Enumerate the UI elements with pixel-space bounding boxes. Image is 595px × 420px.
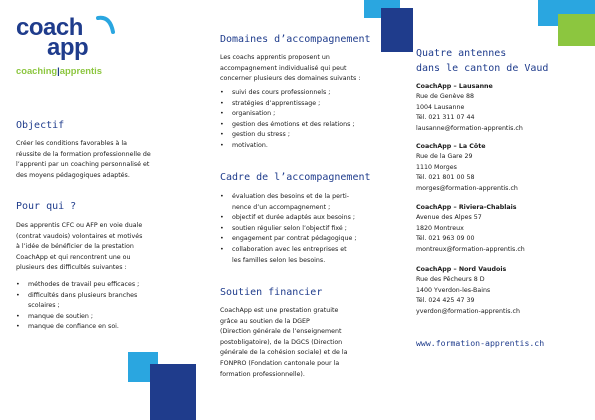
domaines-list: [220, 88, 392, 152]
list-item-text: les familles selon les besoins.: [232, 256, 326, 264]
objectif-text: [16, 139, 192, 181]
objectif-line: l’apprenti par un coaching personnalisé et: [16, 161, 150, 169]
list-item-text: • méthodes de travail peu efficaces ;: [28, 281, 140, 288]
contact-phone[interactable]: Tél. 024 425 47 39: [416, 297, 475, 305]
pour-qui-heading: Pour qui ?: [16, 201, 77, 212]
domaines-text: [220, 53, 392, 85]
soutien-line: grâce au soutien de la DGEP: [220, 317, 310, 325]
decorative-square: [558, 14, 595, 46]
pour-qui-line: plusieurs des difficultés suivantes :: [16, 264, 127, 272]
contact-email[interactable]: montreux@formation-apprentis.ch: [416, 245, 525, 253]
panel-left: [0, 0, 198, 420]
list-item-text: nence d’un accompagnement ;: [232, 203, 331, 211]
logo-word-app: app: [47, 34, 89, 61]
contact-card-la-cote: [416, 142, 518, 194]
soutien-heading: Soutien financier: [220, 287, 323, 298]
contact-card-riviera-chablais: [416, 203, 525, 255]
contact-name: CoachApp – La Côte: [416, 143, 486, 150]
list-item: [220, 245, 392, 266]
list-item-text: • manque de confiance en soi.: [28, 323, 119, 331]
list-item: [16, 291, 192, 312]
contact-city: 1820 Montreux: [416, 224, 464, 232]
list-item-text: • soutien régulier selon l’objectif fixé ;: [232, 224, 347, 232]
antennes-heading-line2: dans le canton de Vaud: [416, 63, 549, 74]
soutien-line: CoachApp est une prestation gratuite: [220, 307, 339, 314]
domaines-line: accompagnement individualisé qui peut: [220, 64, 347, 72]
contact-card-lausanne: [416, 82, 523, 134]
contact-email[interactable]: yverdon@formation-apprentis.ch: [416, 307, 520, 315]
contact-street: Rue de la Gare 29: [416, 153, 473, 161]
list-item-text: • collaboration avec les entreprises et: [232, 245, 347, 253]
logo-tagline-separator: |: [57, 65, 60, 76]
list-item: [220, 192, 392, 213]
contact-email[interactable]: lausanne@formation-apprentis.ch: [416, 124, 523, 132]
list-item: • gestion du stress ;: [220, 130, 392, 141]
domaines-line: Les coachs apprentis proposent un: [220, 54, 330, 61]
list-item-text: • évaluation des besoins et de la perti-: [232, 193, 350, 200]
cadre-list: [220, 192, 392, 266]
list-item-text: • objectif et durée adaptés aux besoins ;: [232, 214, 355, 222]
contact-city: 1004 Lausanne: [416, 103, 465, 111]
antennes-heading-line1: Quatre antennes: [416, 48, 507, 59]
cadre-heading: Cadre de l’accompagnement: [220, 172, 371, 183]
list-item: • organisation ;: [220, 109, 392, 120]
objectif-line: des moyens pédagogiques adaptés.: [16, 171, 130, 179]
list-item: • motivation.: [220, 141, 392, 152]
website-link[interactable]: www.formation-apprentis.ch: [416, 338, 545, 348]
domaines-heading: Domaines d’accompagnement: [220, 34, 371, 45]
pour-qui-line: (contrat vaudois) volontaires et motivés: [16, 232, 143, 240]
soutien-line: FONPRO (Fondation cantonale pour la: [220, 359, 340, 367]
contact-street: Avenue des Alpes 57: [416, 214, 482, 222]
contact-name: CoachApp – Lausanne: [416, 83, 493, 90]
contact-phone[interactable]: Tél. 021 311 07 44: [416, 114, 475, 122]
contact-phone[interactable]: Tél. 021 801 00 58: [416, 174, 475, 182]
list-item: • gestion des émotions et des relations ;: [220, 120, 392, 131]
soutien-line: (Direction générale de l’enseignement: [220, 328, 342, 336]
difficulties-list: [16, 280, 192, 333]
list-item-text: • engagement par contrat pédagogique ;: [232, 235, 357, 243]
logo-tagline: [16, 65, 102, 76]
panel-right: [396, 0, 595, 420]
list-item-text: • manque de soutien ;: [28, 312, 94, 320]
objectif-heading: Objectif: [16, 120, 65, 131]
soutien-text: [220, 306, 392, 380]
contact-city: 1110 Morges: [416, 163, 457, 171]
contact-name: CoachApp – Nord Vaudois: [416, 266, 507, 273]
logo-tagline-left: coaching: [16, 65, 58, 76]
panel-middle: [198, 0, 396, 420]
contact-email[interactable]: morges@formation-apprentis.ch: [416, 184, 518, 192]
pour-qui-line: à l’idée de bénéficier de la prestation: [16, 243, 134, 251]
contact-name: CoachApp – Riviera-Chablais: [416, 204, 517, 211]
list-item: [16, 322, 192, 333]
contact-city: 1400 Yverdon-les-Bains: [416, 286, 491, 294]
pour-qui-line: Des apprentis CFC ou AFP en voie duale: [16, 222, 143, 229]
list-item: [220, 224, 392, 235]
decorative-square: [150, 364, 196, 420]
list-item: [16, 280, 192, 291]
soutien-line: générale de la cohésion sociale) et de la: [220, 349, 348, 357]
domaines-line: concerner plusieurs des domaines suivants :: [220, 75, 361, 83]
list-item: [220, 213, 392, 224]
pour-qui-text: [16, 221, 192, 274]
list-item: • suivi des cours professionnels ;: [220, 88, 392, 99]
logo-tagline-right: apprentis: [59, 65, 102, 76]
list-item: • stratégies d’apprentissage ;: [220, 99, 392, 110]
soutien-line: formation professionnelle).: [220, 370, 305, 378]
logo-word-coach: coach: [16, 14, 83, 41]
contact-street: Rue des Pêcheurs 8 D: [416, 276, 485, 284]
list-item-text: scolaires ;: [28, 302, 60, 310]
list-item-text: • difficultés dans plusieurs branches: [28, 291, 138, 299]
objectif-line: réussite de la formation professionnelle de: [16, 150, 151, 158]
logo-swoosh-icon: [96, 14, 116, 36]
list-item: [220, 234, 392, 245]
objectif-line: Créer les conditions favorables à la: [16, 140, 127, 147]
contact-street: Rue de Genève 88: [416, 93, 475, 101]
soutien-line: postobligatoire), de la DGCS (Direction: [220, 338, 343, 346]
contact-phone[interactable]: Tél. 021 963 09 00: [416, 235, 475, 243]
pour-qui-line: CoachApp et qui rencontrent une ou: [16, 253, 131, 261]
contact-card-nord-vaudois: [416, 265, 520, 317]
list-item: [16, 312, 192, 323]
